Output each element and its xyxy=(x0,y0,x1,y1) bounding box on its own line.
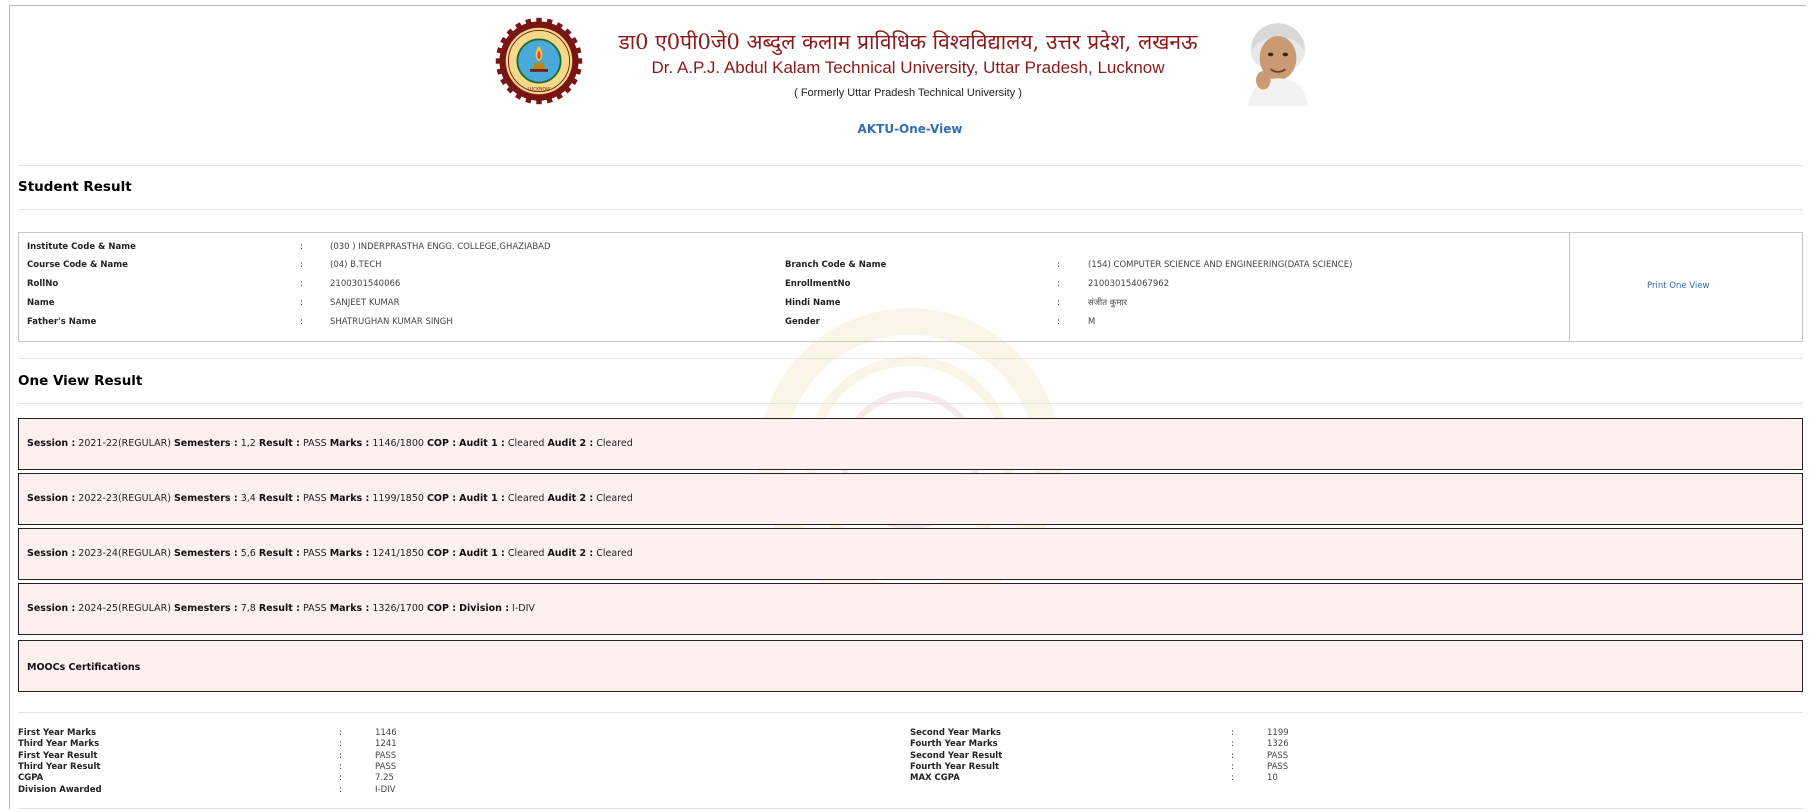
session-row[interactable] xyxy=(18,473,1803,525)
divider xyxy=(18,403,1803,404)
divider xyxy=(18,358,1803,359)
divider xyxy=(18,712,1803,713)
divider xyxy=(18,209,1803,210)
divider xyxy=(18,808,1803,809)
institute-label: Institute Code & Name xyxy=(27,242,136,252)
separator: : xyxy=(300,298,303,308)
course-label: Course Code & Name xyxy=(27,260,128,270)
first-year-result-value: PASS xyxy=(375,751,397,761)
separator: : xyxy=(1231,762,1234,772)
session-summary: Session : 2021-22(REGULAR) Semesters : 1,2 Result : PASS Marks : 1146/1800 COP : Audit 1 : Cleared Audit 2 : Cleared xyxy=(27,438,633,449)
gender-value: M xyxy=(1088,317,1096,327)
name-label: Name xyxy=(27,298,55,308)
separator: : xyxy=(300,279,303,289)
formerly-name: ( Formerly Uttar Pradesh Technical University ) xyxy=(794,87,1022,99)
third-year-result-value: PASS xyxy=(375,762,397,772)
fourth-year-result-label: Fourth Year Result xyxy=(910,762,1000,772)
moocs-label: MOOCs Certifications xyxy=(27,662,141,673)
session-row[interactable] xyxy=(18,528,1803,580)
max-cgpa-label: MAX CGPA xyxy=(910,773,960,783)
cgpa-label: CGPA xyxy=(18,773,44,783)
division-awarded-value: I-DIV xyxy=(375,785,396,795)
university-seal-icon xyxy=(494,16,584,106)
fourth-year-marks-value: 1326 xyxy=(1267,739,1289,749)
separator: : xyxy=(339,762,342,772)
institute-value: (030 ) INDERPRASTHA ENGG. COLLEGE,GHAZIABAD xyxy=(330,242,551,252)
name-value: SANJEET KUMAR xyxy=(330,298,400,308)
university-hindi-title: डा0 ए0पी0जे0 अब्दुल कलाम प्राविधिक विश्वविद्यालय, उत्तर प्रदेश, लखनऊ xyxy=(618,30,1198,54)
separator: : xyxy=(1057,298,1060,308)
session-row[interactable] xyxy=(18,583,1803,635)
course-value: (04) B.TECH xyxy=(330,260,382,270)
separator: : xyxy=(300,317,303,327)
enrollment-label: EnrollmentNo xyxy=(785,279,851,289)
separator: : xyxy=(1231,728,1234,738)
student-info-panel xyxy=(18,232,1803,342)
separator: : xyxy=(339,739,342,749)
separator: : xyxy=(339,785,342,795)
hindi-name-value: संजीत कुमार xyxy=(1088,298,1128,308)
panel-divider xyxy=(1569,233,1570,341)
portal-name: AKTU-One-View xyxy=(857,122,963,136)
roll-value: 2100301540066 xyxy=(330,279,401,289)
session-row[interactable] xyxy=(18,418,1803,470)
hindi-name-label: Hindi Name xyxy=(785,298,841,308)
first-year-marks-label: First Year Marks xyxy=(18,728,97,738)
second-year-marks-value: 1199 xyxy=(1267,728,1289,738)
separator: : xyxy=(300,242,303,252)
session-summary: Session : 2022-23(REGULAR) Semesters : 3,4 Result : PASS Marks : 1199/1850 COP : Audit 1 : Cleared Audit 2 : Cleared xyxy=(27,493,633,504)
separator: : xyxy=(1057,317,1060,327)
separator: : xyxy=(1231,751,1234,761)
separator: : xyxy=(339,773,342,783)
separator: : xyxy=(1057,279,1060,289)
second-year-result-value: PASS xyxy=(1267,751,1289,761)
kalam-portrait-icon xyxy=(1232,14,1324,106)
branch-label: Branch Code & Name xyxy=(785,260,887,270)
moocs-row[interactable] xyxy=(18,640,1803,692)
separator: : xyxy=(1231,773,1234,783)
separator: : xyxy=(339,728,342,738)
separator: : xyxy=(339,751,342,761)
university-english-title: Dr. A.P.J. Abdul Kalam Technical University, Uttar Pradesh, Lucknow xyxy=(651,58,1165,77)
division-awarded-label: Division Awarded xyxy=(18,785,102,795)
second-year-marks-label: Second Year Marks xyxy=(910,728,1001,738)
fourth-year-result-value: PASS xyxy=(1267,762,1289,772)
max-cgpa-value: 10 xyxy=(1267,773,1278,783)
third-year-marks-value: 1241 xyxy=(375,739,397,749)
roll-label: RollNo xyxy=(27,279,59,289)
student-result-title: Student Result xyxy=(18,179,132,195)
gender-label: Gender xyxy=(785,317,820,327)
first-year-result-label: First Year Result xyxy=(18,751,98,761)
enrollment-value: 210030154067962 xyxy=(1088,279,1170,289)
third-year-marks-label: Third Year Marks xyxy=(18,739,100,749)
fourth-year-marks-label: Fourth Year Marks xyxy=(910,739,998,749)
first-year-marks-value: 1146 xyxy=(375,728,397,738)
father-name-label: Father's Name xyxy=(27,317,97,327)
separator: : xyxy=(1057,260,1060,270)
divider xyxy=(18,165,1803,166)
cgpa-value: 7.25 xyxy=(375,773,394,783)
father-name-value: SHATRUGHAN KUMAR SINGH xyxy=(330,317,453,327)
separator: : xyxy=(300,260,303,270)
session-summary: Session : 2023-24(REGULAR) Semesters : 5,6 Result : PASS Marks : 1241/1850 COP : Audit 1 : Cleared Audit 2 : Cleared xyxy=(27,548,633,559)
print-one-view-link[interactable]: Print One View xyxy=(1647,281,1710,291)
separator: : xyxy=(1231,739,1234,749)
seal-text: LUCKNOW xyxy=(527,87,551,93)
session-summary: Session : 2024-25(REGULAR) Semesters : 7,8 Result : PASS Marks : 1326/1700 COP : Division : I-DIV xyxy=(27,603,535,614)
third-year-result-label: Third Year Result xyxy=(18,762,101,772)
branch-value: (154) COMPUTER SCIENCE AND ENGINEERING(DATA SCIENCE) xyxy=(1088,260,1353,270)
one-view-result-title: One View Result xyxy=(18,373,143,389)
second-year-result-label: Second Year Result xyxy=(910,751,1003,761)
